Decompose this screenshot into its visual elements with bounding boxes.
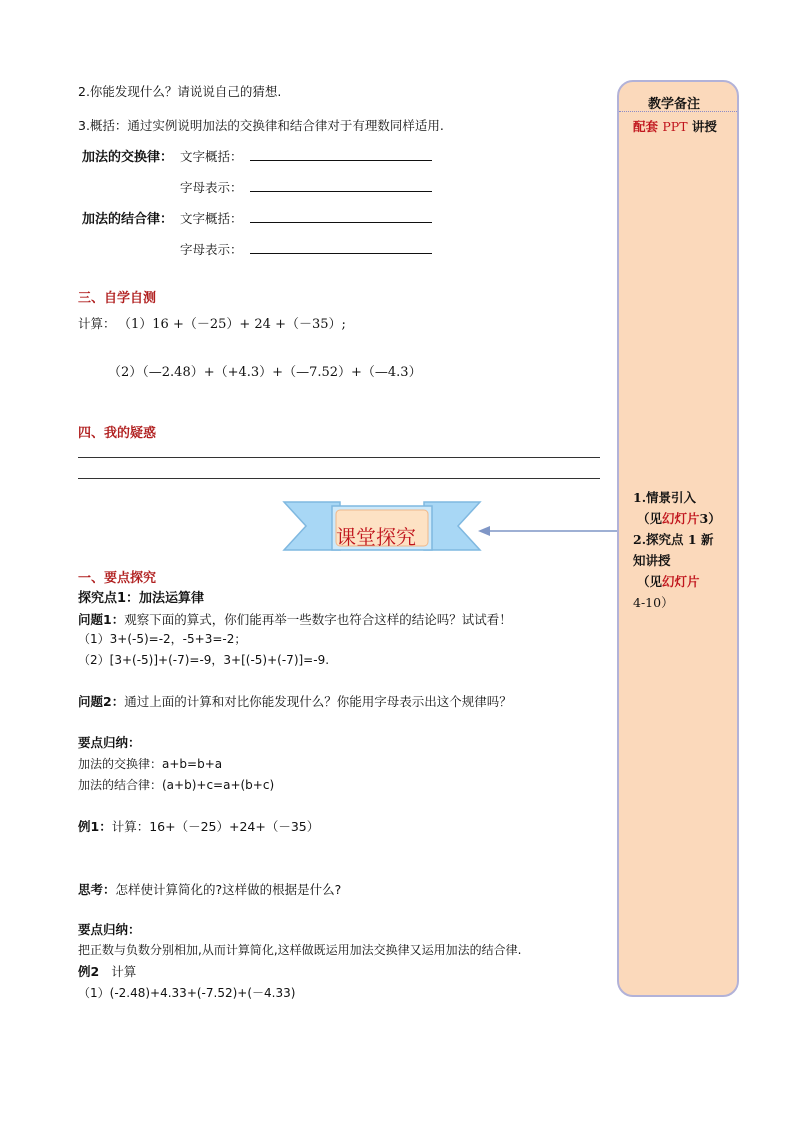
- fill-blank-1[interactable]: [250, 160, 432, 161]
- notes-title: 教学备注: [648, 97, 701, 112]
- exercise-1: （1）16 +（－25）+ 24 +（－35）;: [118, 317, 346, 332]
- banner-title: 课堂探究: [336, 525, 416, 549]
- think-label: 思考：: [78, 882, 116, 897]
- note2d: 4-10）: [633, 595, 674, 610]
- answer-line-2[interactable]: [78, 478, 600, 479]
- note1b-red: 幻灯片: [662, 511, 700, 526]
- summary2-title: 要点归纳：: [78, 922, 141, 937]
- text-summary-label-2: 文字概括：: [180, 211, 243, 226]
- teaching-notes-panel: [617, 80, 739, 997]
- pointer-arrow: [478, 523, 620, 539]
- problem1-line1: （1）3+(-5)=-2，-5+3=-2；: [78, 632, 247, 646]
- note1b-open: （见: [637, 511, 663, 526]
- example2-label: 例2: [78, 964, 100, 979]
- note2b: 知讲授: [633, 553, 671, 568]
- commutative-law: 加法的交换律：a+b=b+a: [78, 757, 223, 771]
- example1-text: 计算：16+（－25）+24+（－35）: [111, 819, 320, 834]
- commutative-label: 加法的交换律：: [82, 150, 174, 165]
- example1-label: 例1：: [78, 819, 112, 834]
- problem1-text: 观察下面的算式，你们能再举一些数字也符合这样的结论吗？试试看！: [124, 612, 512, 627]
- notes-sub-tail: 讲授: [691, 119, 717, 134]
- problem2-label: 问题2：: [78, 694, 125, 709]
- calc-label: 计算：: [78, 316, 116, 331]
- problem2-text: 通过上面的计算和对比你能发现什么？你能用字母表示出这个规律吗？: [124, 694, 512, 709]
- letter-rep-label-1: 字母表示：: [180, 180, 243, 195]
- question-2: 2.你能发现什么？请说说自己的猜想.: [78, 84, 282, 99]
- summary2-text: 把正数与负数分别相加,从而计算简化,这样做既运用加法交换律又运用加法的结合律.: [78, 943, 522, 957]
- section3-heading: 三、自学自测: [78, 291, 157, 306]
- problem1-label: 问题1：: [78, 612, 125, 627]
- associative-label: 加法的结合律：: [82, 212, 174, 227]
- answer-line-1[interactable]: [78, 457, 600, 458]
- letter-rep-label-2: 字母表示：: [180, 242, 243, 257]
- problem1-line2: （2）[3+(-5)]+(-7)=-9，3+[(-5)+(-7)]=-9.: [78, 653, 330, 667]
- summary-title: 要点归纳：: [78, 735, 141, 750]
- fill-blank-3[interactable]: [250, 222, 432, 223]
- question-3: 3.概括：通过实例说明加法的交换律和结合律对于有理数同样适用.: [78, 118, 444, 133]
- point1-title: 探究点1：加法运算律: [78, 591, 205, 606]
- note2c-open: （见: [637, 574, 663, 589]
- notes-sub-red: 配套: [633, 119, 659, 134]
- exercise-2: （2）（—2.48）+（+4.3）+（—7.52）+（—4.3）: [108, 365, 422, 380]
- note2c-red: 幻灯片: [662, 574, 700, 589]
- note2: 2.探究点 1 新: [633, 532, 714, 547]
- text-summary-label-1: 文字概括：: [180, 149, 243, 164]
- notes-divider: [619, 111, 737, 112]
- example2-text: 计算: [111, 964, 137, 979]
- note1: 1.情景引入: [633, 490, 697, 505]
- notes-sub-ppt: PPT: [662, 119, 688, 134]
- think-text: 怎样使计算简化的?这样做的根据是什么?: [115, 882, 342, 897]
- associative-law: 加法的结合律：(a+b)+c=a+(b+c): [78, 778, 275, 792]
- fill-blank-2[interactable]: [250, 191, 432, 192]
- example2-item1: （1）(-2.48)+4.33+(-7.52)+(－4.33): [78, 986, 296, 1000]
- explore-heading: 一、要点探究: [78, 571, 157, 586]
- note1b-num: 3）: [699, 511, 721, 526]
- section4-heading: 四、我的疑惑: [78, 426, 157, 441]
- fill-blank-4[interactable]: [250, 253, 432, 254]
